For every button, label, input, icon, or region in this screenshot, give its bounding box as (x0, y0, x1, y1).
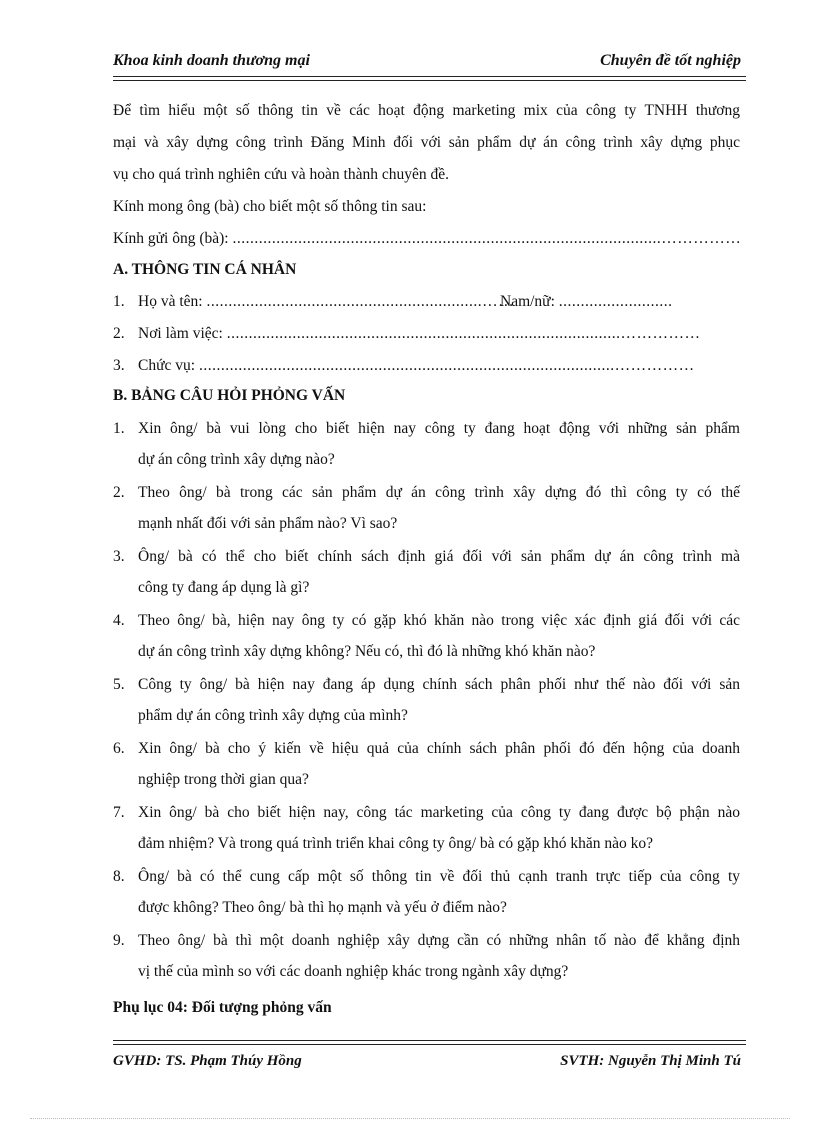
page-header (113, 52, 741, 76)
field-label: Chức vụ: (138, 357, 196, 374)
question-text-line-1: Theo ông/ bà thì một doanh nghiệp xây dựng cần có những nhân tố nào để khẳng định (138, 932, 740, 949)
question-text-line-1: Xin ông/ bà cho biết hiện nay, công tác marketing của công ty đang được bộ phận nào (138, 804, 740, 821)
header-rule-thin (113, 80, 746, 81)
field-name (138, 293, 514, 311)
question-text-line-1: Theo ông/ bà trong các sản phẩm dự án công trình xây dựng đó thì công ty có thế (138, 484, 740, 501)
section-a-title: A. THÔNG TIN CÁ NHÂN (113, 261, 297, 278)
field-label: Họ và tên: (138, 293, 203, 310)
question-number: 7. (113, 804, 125, 821)
field-number: 3. (113, 357, 125, 374)
intro-request: Kính mong ông (bà) cho biết một số thông tin sau: (113, 198, 427, 215)
field-workplace (138, 325, 700, 343)
field-number: 1. (113, 293, 125, 310)
addressee-label: Kính gửi ông (bà): (113, 230, 229, 247)
question-text-line-1: Ông/ bà có thể cho biết chính sách định giá đối với sản phẩm dự án công trình mà (138, 548, 740, 565)
field-gender-dots: .......................... (558, 293, 673, 310)
question-text-line-1: Ông/ bà có thể cung cấp một số thông tin về đối thủ cạnh tranh trực tiếp của công ty (138, 868, 740, 885)
footer-rule-thick (113, 1044, 746, 1045)
addressee-line (113, 230, 741, 248)
question-number: 6. (113, 740, 125, 757)
question-number: 9. (113, 932, 125, 949)
header-rule-thick (113, 76, 746, 77)
page-footer (113, 1053, 741, 1077)
question-text-line-2: dự án công trình xây dựng nào? (138, 451, 335, 468)
field-label: Nơi làm việc: (138, 325, 223, 342)
page-bottom-border (30, 1118, 790, 1119)
question-text-line-1: Xin ông/ bà cho ý kiến về hiệu quả của chính sách phân phối đó đến hộng của doanh (138, 740, 740, 757)
field-dots: ..........................................................................................…………… (226, 325, 701, 342)
question-number: 5. (113, 676, 125, 693)
question-number: 1. (113, 420, 125, 437)
question-text-line-1: Xin ông/ bà vui lòng cho biết hiện nay công ty đang hoạt động với những sản phẩm (138, 420, 740, 437)
question-text-line-2: được không? Theo ông/ bà thì họ mạnh và yếu ở điểm nào? (138, 899, 507, 916)
question-number: 2. (113, 484, 125, 501)
intro-line-2: mại và xây dựng công trình Đăng Minh đối với sản phẩm dự án công trình xây dựng phục (113, 134, 740, 151)
question-text-line-2: mạnh nhất đối với sản phẩm nào? Vì sao? (138, 515, 398, 532)
field-number: 2. (113, 325, 125, 342)
question-number: 3. (113, 548, 125, 565)
question-text-line-2: công ty đang áp dụng là gì? (138, 579, 310, 596)
intro-line-1: Để tìm hiểu một số thông tin về các hoạt động marketing mix của công ty TNHH thương (113, 102, 740, 119)
header-faculty: Khoa kinh doanh thương mại (113, 52, 310, 69)
addressee-dots: ..................................................................................................…………… (232, 230, 742, 247)
field-gender-label: Nam/nữ: (500, 293, 555, 310)
intro-line-3: vụ cho quá trình nghiên cứu và hoàn thành chuyên đề. (113, 166, 449, 183)
footer-supervisor: GVHD: TS. Phạm Thúy Hồng (113, 1053, 302, 1069)
field-position (138, 357, 695, 375)
question-number: 8. (113, 868, 125, 885)
field-dots: ...............................................................…… (206, 293, 515, 310)
question-text-line-2: dự án công trình xây dựng không? Nếu có, thì đó là những khó khăn nào? (138, 643, 596, 660)
question-text-line-1: Công ty ông/ bà hiện nay đang áp dụng chính sách phân phối như thế nào đối với sản (138, 676, 740, 693)
question-text-line-1: Theo ông/ bà, hiện nay ông ty có gặp khó khăn nào trong việc xác định giá đối với các (138, 612, 740, 629)
section-b-title: B. BẢNG CÂU HỎI PHỎNG VẤN (113, 387, 346, 404)
appendix-title: Phụ lục 04: Đối tượng phỏng vấn (113, 999, 332, 1016)
question-number: 4. (113, 612, 125, 629)
field-gender (500, 293, 673, 311)
header-thesis-title: Chuyên đề tốt nghiệp (600, 52, 741, 69)
footer-rule-thin (113, 1040, 746, 1041)
question-text-line-2: đảm nhiệm? Và trong quá trình triển khai công ty ông/ bà có gặp khó khăn nào ko? (138, 835, 653, 852)
question-text-line-2: phẩm dự án công trình xây dựng của mình? (138, 707, 408, 724)
field-dots: ...............................................................................................…………… (198, 357, 695, 374)
footer-student: SVTH: Nguyễn Thị Minh Tú (560, 1053, 741, 1069)
question-text-line-2: nghiệp trong thời gian qua? (138, 771, 309, 788)
question-text-line-2: vị thế của mình so với các doanh nghiệp khác trong ngành xây dựng? (138, 963, 569, 980)
